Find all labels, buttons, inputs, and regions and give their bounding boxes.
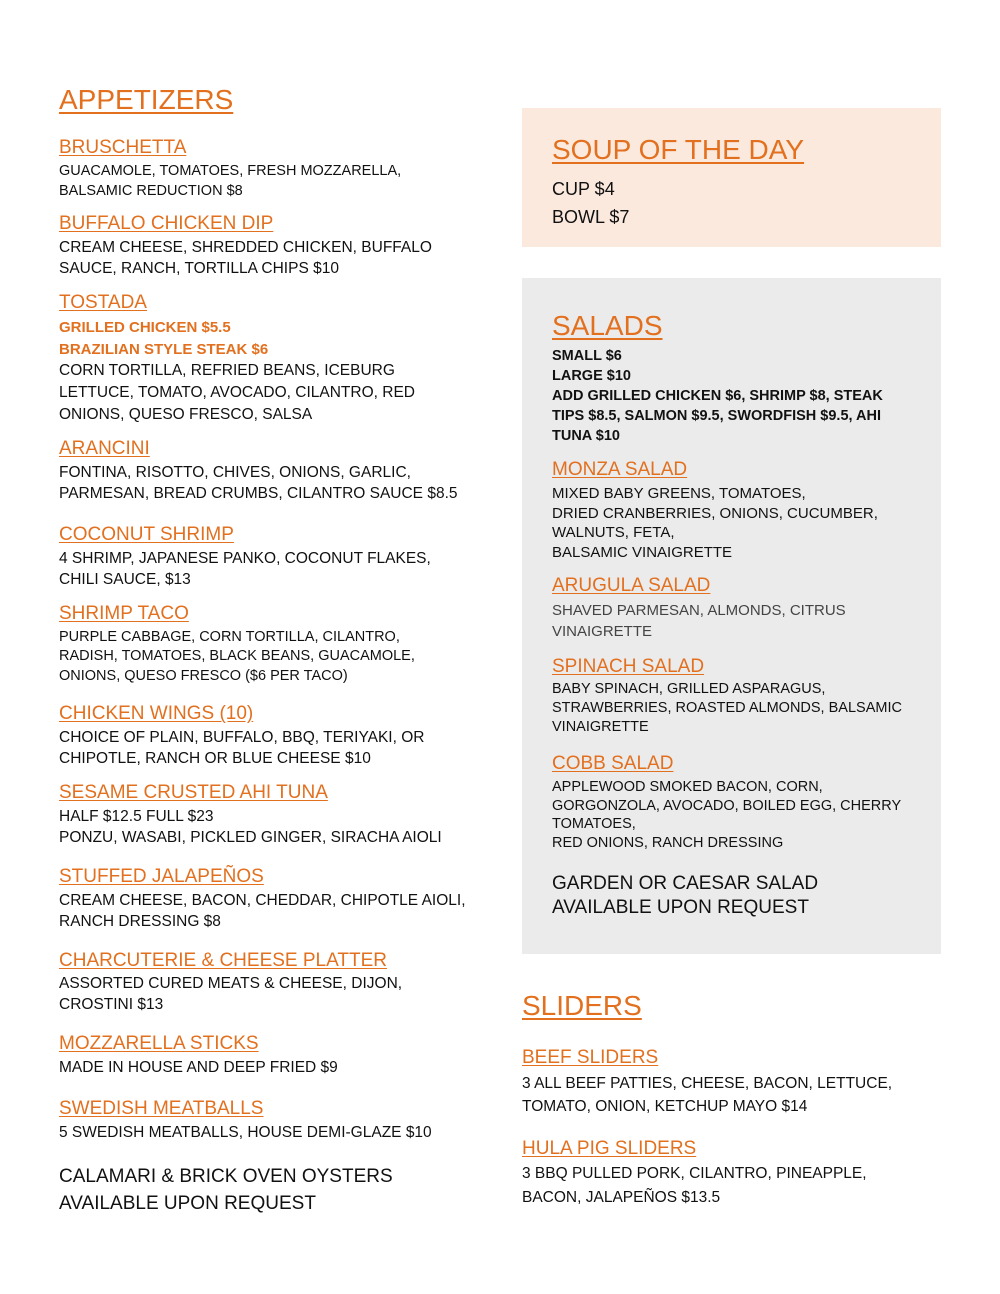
- item-description: CORN TORTILLA, REFRIED BEANS, ICEBURG LETTUCE, TOMATO, AVOCADO, CILANTRO, RED ONIONS, QUESO FRESCO, SALSA: [59, 362, 415, 424]
- item-name: HULA PIG SLIDERS: [522, 1137, 697, 1159]
- item-description: CREAM CHEESE, SHREDDED CHICKEN, BUFFALO SAUCE, RANCH, TORTILLA CHIPS $10: [59, 239, 432, 278]
- menu-item: [59, 867, 489, 933]
- item-description: BABY SPINACH, GRILLED ASPARAGUS, STRAWBERRIES, ROASTED ALMONDS, BALSAMIC VINAIGRETTE: [552, 681, 902, 735]
- item-description: CREAM CHEESE, BACON, CHEDDAR, CHIPOTLE AIOLI, RANCH DRESSING $8: [59, 891, 466, 930]
- item-description: SHAVED PARMESAN, ALMONDS, CITRUS VINAIGRETTE: [552, 601, 846, 641]
- menu-item: [59, 439, 489, 505]
- menu-item: [552, 657, 911, 737]
- item-name: SWEDISH MEATBALLS: [59, 1098, 264, 1120]
- item-name: COBB SALAD: [552, 753, 674, 775]
- sliders-title: SLIDERS: [522, 990, 642, 1021]
- item-name: SHRIMP TACO: [59, 602, 189, 624]
- menu-item: [59, 214, 489, 280]
- item-name: SPINACH SALAD: [552, 655, 705, 677]
- item-description: APPLEWOOD SMOKED BACON, CORN, GORGONZOLA, AVOCADO, BOILED EGG, CHERRY TOMATOES, RED ONIONS, RANCH DRESSING: [552, 778, 902, 851]
- item-description: MIXED BABY GREENS, TOMATOES, DRIED CRANBERRIES, ONIONS, CUCUMBER, WALNUTS, FETA, BALSAMIC VINAIGRETTE: [552, 485, 878, 561]
- soup-section: [522, 108, 941, 247]
- menu-item: [522, 1139, 942, 1209]
- item-description: HALF $12.5 FULL $23 PONZU, WASABI, PICKLED GINGER, SIRACHA AIOLI: [59, 808, 442, 846]
- menu-item: [59, 293, 489, 426]
- item-description: MADE IN HOUSE AND DEEP FRIED $9: [59, 1059, 338, 1077]
- salads-title: SALADS: [552, 310, 663, 341]
- item-description: 3 BBQ PULLED PORK, CILANTRO, PINEAPPLE, BACON, JALAPEÑOS $13.5: [522, 1165, 867, 1206]
- appetizers-request-note: CALAMARI & BRICK OVEN OYSTERS AVAILABLE UPON REQUEST: [59, 1165, 393, 1214]
- item-description: PURPLE CABBAGE, CORN TORTILLA, CILANTRO, RADISH, TOMATOES, BLACK BEANS, GUACAMOLE, ONIONS, QUESO FRESCO ($6 PER TACO): [59, 628, 415, 684]
- item-name: BEEF SLIDERS: [522, 1047, 659, 1069]
- item-description: ASSORTED CURED MEATS & CHEESE, DIJON, CROSTINI $13: [59, 975, 403, 1014]
- menu-item: [59, 704, 489, 770]
- item-name: MOZZARELLA STICKS: [59, 1033, 259, 1055]
- menu-item: [59, 1099, 489, 1144]
- item-option: GRILLED CHICKEN $5.5: [59, 318, 231, 336]
- item-name: SESAME CRUSTED AHI TUNA: [59, 782, 328, 804]
- item-name: ARUGULA SALAD: [552, 575, 711, 597]
- soup-bowl-price: BOWL $7: [552, 207, 630, 228]
- item-description: 5 SWEDISH MEATBALLS, HOUSE DEMI-GLAZE $10: [59, 1124, 432, 1142]
- item-description: 3 ALL BEEF PATTIES, CHEESE, BACON, LETTUCE, TOMATO, ONION, KETCHUP MAYO $14: [522, 1075, 893, 1116]
- item-name: TOSTADA: [59, 291, 147, 313]
- menu-item: [59, 783, 489, 849]
- salads-section: [522, 278, 941, 954]
- item-description: GUACAMOLE, TOMATOES, FRESH MOZZARELLA, BALSAMIC REDUCTION $8: [59, 163, 402, 199]
- appetizers-title: APPETIZERS: [59, 84, 234, 115]
- item-name: COCONUT SHRIMP: [59, 524, 234, 546]
- salad-pricing: [552, 346, 911, 446]
- appetizers-section: [59, 84, 489, 1217]
- menu-item: [59, 951, 489, 1017]
- soup-title: SOUP OF THE DAY: [552, 134, 805, 165]
- menu-item: [552, 460, 911, 562]
- menu-item: [59, 138, 489, 201]
- item-name: CHARCUTERIE & CHEESE PLATTER: [59, 949, 387, 971]
- item-description: FONTINA, RISOTTO, CHIVES, ONIONS, GARLIC, PARMESAN, BREAD CRUMBS, CILANTRO SAUCE $8.5: [59, 464, 458, 503]
- item-name: MONZA SALAD: [552, 459, 688, 481]
- sliders-section: [522, 990, 942, 1209]
- item-name: BRUSCHETTA: [59, 137, 187, 159]
- menu-item: [59, 1034, 489, 1079]
- menu-item: [522, 1048, 942, 1118]
- menu-item: [552, 754, 911, 852]
- item-description: CHOICE OF PLAIN, BUFFALO, BBQ, TERIYAKI, OR CHIPOTLE, RANCH OR BLUE CHEESE $10: [59, 729, 425, 768]
- menu-item: [59, 525, 489, 591]
- item-name: STUFFED JALAPEÑOS: [59, 865, 264, 887]
- salad-addons: ADD GRILLED CHICKEN $6, SHRIMP $8, STEAK TIPS $8.5, SALMON $9.5, SWORDFISH $9.5, AHI TUNA $10: [552, 388, 883, 445]
- item-name: ARANCINI: [59, 438, 150, 460]
- menu-item: [552, 576, 911, 642]
- salads-request-note: GARDEN OR CAESAR SALAD AVAILABLE UPON REQUEST: [552, 873, 819, 918]
- salad-small-price: SMALL $6: [552, 348, 622, 365]
- item-name: BUFFALO CHICKEN DIP: [59, 213, 274, 235]
- item-option: BRAZILIAN STYLE STEAK $6: [59, 340, 269, 358]
- salad-large-price: LARGE $10: [552, 368, 631, 385]
- menu-item: [59, 604, 489, 687]
- item-description: 4 SHRIMP, JAPANESE PANKO, COCONUT FLAKES, CHILI SAUCE, $13: [59, 549, 431, 588]
- soup-cup-price: CUP $4: [552, 179, 615, 200]
- item-name: CHICKEN WINGS (10): [59, 703, 254, 725]
